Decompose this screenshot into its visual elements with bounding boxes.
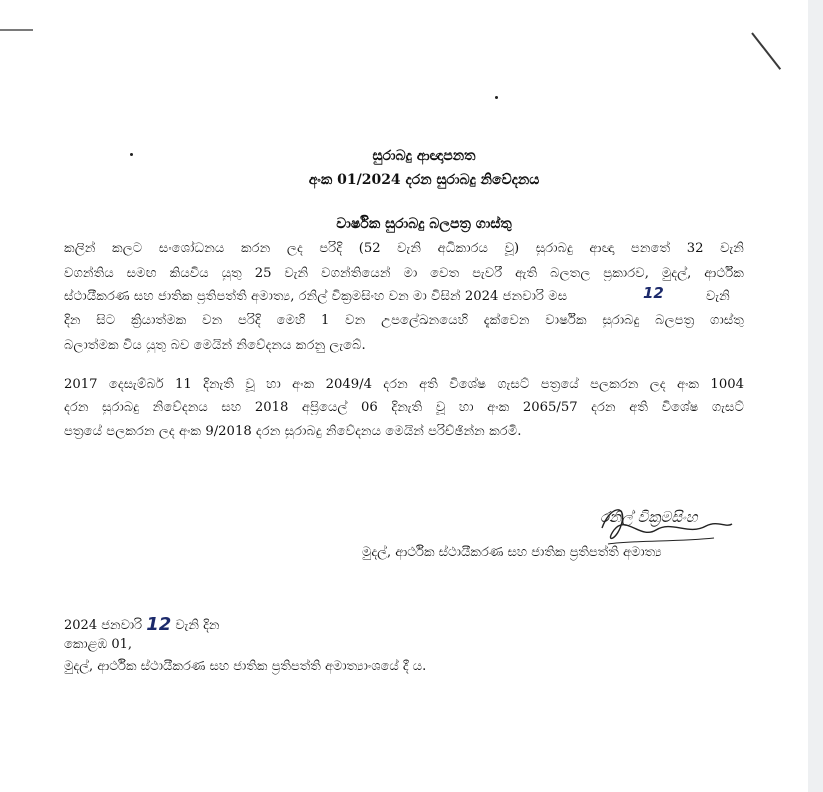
paragraph-1-line: බලාත්මක විය යුතු බව මෙයින් නිවේදනය කරනු ලැබේ.: [64, 338, 366, 353]
issue-date-suffix: වැනි දින: [175, 618, 220, 633]
issue-date: [64, 613, 219, 634]
paragraph-2-line: දරන සුරාබදු නිවේදනය සහ 2018 අප්‍රියෙල් 06 දිනැති වූ හා අංක 2065/57 දරන අති විශේෂ ගැසට්: [64, 400, 744, 415]
paragraph-2-line: 2017 දෙසැම්බර් 11 දිනැති වූ හා අංක 2049/4 දරන අති විශේෂ ගැසට් පත්‍රයේ පලකරන ලද අංක 1004: [64, 377, 744, 392]
scan-margin: [808, 0, 823, 792]
issuing-ministry: මුදල්, ආර්ථික ස්ථායීකරණ සහ ජාතික ප්‍රතිපත්ති අමාත්‍යාංශයේ දී ය.: [64, 659, 427, 674]
issue-date-prefix: 2024 ජනවාරි: [64, 618, 143, 633]
issue-date-day: 12: [146, 614, 172, 635]
paragraph-2-line: පත්‍රයේ පලකරන ලද අංක 9/2018 දරන සුරාබදු නිවේදනය මෙයින් පරිච්ඡින්න කරමි.: [64, 424, 522, 439]
document-title: සුරාබදු ආඥාපනත: [372, 148, 476, 164]
paragraph-1-line: [64, 289, 639, 304]
handwritten-day-number: 12: [643, 284, 664, 302]
scan-dot: [495, 96, 498, 99]
paragraph-1-line: වගන්තිය සමඟ කියවිය යුතු 25 වැනි වගන්තියෙන් මා වෙත පැවරී ඇති බලතල ප්‍රකාරව, මුදල්, ආර්ථික: [64, 266, 744, 281]
paragraph-1-line: කලින් කලට සංශෝධනය කරන ලද පරිදි (52 වැනි අධිකාරය වූ) සුරාබදු ආඥා පනතේ 32 වැනි: [64, 241, 744, 256]
paragraph-1-line: දින සිට ක්‍රියාත්මක වන පරිදි මෙහි 1 වන උපලේඛනයෙහි දැක්වෙන වාර්ෂික සුරාබදු බලපත්‍ර ගාස්තු: [64, 313, 744, 328]
paragraph-1-line-3-text: ස්ථායීකරණ සහ ජාතික ප්‍රතිපත්ති අමාත්‍ය, රනිල් වික්‍රමසිංහ වන මා විසින් 2024 ජනවාරි මස: [64, 289, 568, 304]
signature-name: රනිල් වික්‍රමසිංහ: [600, 508, 698, 526]
signatory-title: මුදල්, ආර්ථික ස්ථායීකරණ සහ ජාතික ප්‍රතිපත්ති අමාත්‍ය: [362, 545, 662, 560]
paragraph-1-line-3-suffix-text: වැනි: [706, 289, 730, 304]
paragraph-1-line-3-suffix: [706, 289, 746, 304]
scan-mark-slash: [751, 32, 781, 69]
notice-number-heading: අංක 01/2024 දරන සුරාබදු නිවේදනය: [308, 172, 540, 188]
issue-place: කොළඹ 01,: [64, 637, 133, 652]
scan-mark-line: [0, 29, 33, 31]
schedule-heading: වාර්ෂික සුරාබදු බලපත්‍ර ගාස්තු: [336, 216, 512, 232]
